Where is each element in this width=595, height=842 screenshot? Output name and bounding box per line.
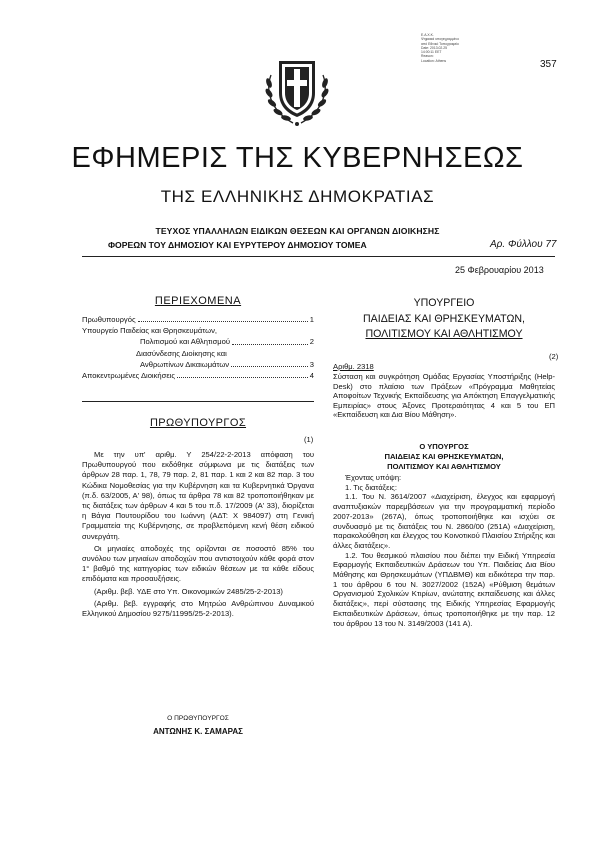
toc-row[interactable] bbox=[82, 359, 314, 370]
header-divider bbox=[82, 256, 555, 257]
ministry-item-number: (2) bbox=[549, 352, 559, 361]
pm-paragraph: Με την υπ' αριθμ. Υ 254/22-2-2013 απόφαση του Πρωθυπουργού που εκδόθηκε σύμφωνα με τις διατάξεις των άρθρων 28 παρ. 1, 78, 79 παρ. 2, 81 παρ. 1 και 2 και 82 παρ. 3 του Κώδικα Νομοθεσίας για την Κυβέρνηση και τα Κυβερνητικά Όργανα (π.δ. 63/2005, Α' 98), όπως τα άρθρα 78 και 82 τροποποιήθηκαν με τις διατάξεις των άρθρων 4 και 5 του π.δ. 17/2009 (Α' 33), διορίζεται η Βάγια Πουτουρίδου του Ιωάννη (ΑΔΤ: Χ 984097) στη Γενική Γραμματεία της Κυβέρνησης, σε προβλεπόμενη κενή θέση ειδικού συνεργάτη. bbox=[82, 450, 314, 541]
stamp-line: Reason: bbox=[421, 54, 434, 59]
gazette-subtitle: ΤΗΣ ΕΛΛΗΝΙΚΗΣ ΔΗΜΟΚΡΑΤΙΑΣ bbox=[160, 187, 435, 206]
stamp-line: Date: 2013.02.25 bbox=[421, 45, 448, 50]
toc-label: Διασύνδεσης Διοίκησης και bbox=[136, 348, 227, 358]
toc-label: Ανθρωπίνων Δικαιωμάτων bbox=[140, 359, 230, 369]
issue-line-2: ΦΟΡΕΩΝ ΤΟΥ ΔΗΜΟΣΙΟΥ ΚΑΙ ΕΥΡΥΤΕΡΟΥ ΔΗΜΟΣΙΟΥ ΤΟΜΕΑ bbox=[108, 240, 367, 250]
coat-of-arms-icon bbox=[257, 51, 337, 136]
pm-paragraph: (Αριθμ. βεβ. εγγραφής στο Μητρώο Ανθρώπινου Δυναμικού Ελληνικού Δημοσίου 9275/11995/25-2-2013). bbox=[82, 598, 314, 619]
stamp-line: Ψηφιακά υπογεγραμμένο bbox=[421, 37, 460, 42]
page-number: 357 bbox=[540, 59, 557, 70]
provision-paragraph: 1.2. Του θεσμικού πλαισίου που διέπει την Ειδική Υπηρεσία Εφαρμογής Εκπαιδευτικών Δράσεων του Υπ. Παιδείας Δια Βίου Μάθησης και Θρησκευμάτων (ΥΠΔΒΜΘ) και ειδικότερα την παρ. 1 του άρθρου 6 του Ν. 3027/2002 (152Α) «Ρύθμιση θεμάτων Οργανισμού Σχολικών Κτιρίων, ανώτατης εκπαίδευσης και άλλες διατάξεις», περί σύστασης της Ειδικής Υπηρεσίας Εφαρμογής Εκπαιδευτικών Δράσεων, όπως τροποποιήθηκε με την παρ. 12 του άρθρου 13 του Ν. 3149/2003 (141 Α). bbox=[333, 550, 555, 628]
toc-page: 4 bbox=[309, 371, 314, 381]
toc-leader bbox=[138, 314, 308, 322]
minister-title-line: ΠΟΛΙΤΙΣΜΟΥ ΚΑΙ ΑΘΛΗΤΙΣΜΟΥ bbox=[387, 461, 501, 471]
toc-leader bbox=[231, 359, 308, 367]
toc-label: Πολιτισμού και Αθλητισμού bbox=[140, 337, 231, 347]
stamp-line: Location: Athens bbox=[421, 58, 447, 63]
toc-row[interactable] bbox=[82, 370, 314, 381]
provisions-label: 1. Τις διατάξεις: bbox=[345, 482, 397, 492]
pm-signature-role: Ο ΠΡΩΘΥΠΟΥΡΓΟΣ bbox=[167, 715, 229, 722]
stamp-line: από Εθνικό Τυπογραφείο bbox=[421, 41, 459, 46]
gazette-title: ΕΦΗΜΕΡΙΣ ΤΗΣ ΚΥΒΕΡΝΗΣΕΩΣ bbox=[71, 142, 524, 174]
pm-signature-name: ΑΝΤΩΝΗΣ Κ. ΣΑΜΑΡΑΣ bbox=[153, 727, 243, 736]
pm-paragraph: Οι μηνιαίες αποδοχές της ορίζονται σε ποσοστό 85% του συνόλου των μηνιαίων αποδοχών που αντιστοιχούν κάθε φορά στον 1° βαθμό της κατηγορίας των ειδικών θέσεων με τα κάθε είδους επιδόματα και προσαυξήσεις. bbox=[82, 543, 314, 584]
ministry-heading-line: ΥΠΟΥΡΓΕΙΟ bbox=[413, 297, 475, 309]
toc-divider bbox=[82, 401, 314, 402]
minister-title bbox=[333, 442, 555, 471]
toc-leader bbox=[232, 336, 308, 344]
decision-subject: Σύσταση και συγκρότηση Ομάδας Εργασίας Υποστήριξης (Help-Desk) στο πλαίσιο των Πράξεων «Πρόγραμμα Μαθητείας Αποφοίτων Τεχνικής Εκπαίδευσης για Απόκτηση Επαγγελματικής Εμπειρίας» στους Άξονες Προτεραιότητας 4 και 5 του ΕΠ «Εκπαίδευση και Δια Βίου Μάθηση». bbox=[333, 372, 555, 419]
toc-label: Αποκεντρωμένες Διοικήσεις bbox=[82, 371, 176, 381]
ministry-heading-line: ΠΟΛΙΤΙΣΜΟΥ ΚΑΙ ΑΘΛΗΤΙΣΜΟΥ bbox=[365, 328, 523, 340]
toc-row[interactable] bbox=[82, 336, 314, 347]
toc-row[interactable] bbox=[82, 314, 314, 325]
toc-heading: ΠΕΡΙΕΧΟΜΕΝΑ bbox=[154, 295, 242, 307]
issue-line-1: ΤΕΥΧΟΣ ΥΠΑΛΛΗΛΩΝ ΕΙΔΙΚΩΝ ΘΕΣΕΩΝ ΚΑΙ ΟΡΓΑΝΩΝ ΔΙΟΙΚΗΣΗΣ bbox=[155, 226, 440, 236]
sheet-number: Αρ. Φύλλου 77 bbox=[490, 239, 557, 250]
having-in-mind: Έχοντας υπόψη: bbox=[345, 473, 402, 482]
toc-leader bbox=[177, 370, 308, 378]
digital-signature-stamp bbox=[421, 33, 467, 63]
toc-label: Υπουργείο Παιδείας και Θρησκευμάτων, bbox=[82, 326, 217, 336]
ministry-section-body bbox=[333, 473, 555, 628]
ministry-heading-line: ΠΑΙΔΕΙΑΣ ΚΑΙ ΘΡΗΣΚΕΥΜΑΤΩΝ, bbox=[363, 312, 525, 325]
provision-paragraph: 1.1. Του Ν. 3614/2007 «Διαχείριση, έλεγχος και εφαρμογή αναπτυξιακών παρεμβάσεων για την προγραμματική περίοδο 2007-2013» (267Α), όπως τροποποιήθηκε και ισχύει σε συνδυασμό με τις διατάξεις του Ν. 2860/00 (251Α) «Διαχείριση, παρακολούθηση και έλεγχος του Κοινοτικού Πλαισίου Στήριξης και άλλες διατάξεις». bbox=[333, 492, 555, 550]
toc-row[interactable] bbox=[82, 348, 314, 359]
stamp-line: 14:00:11 EET bbox=[421, 50, 442, 55]
ministry-heading bbox=[333, 296, 555, 343]
toc-page: 3 bbox=[309, 359, 314, 369]
pm-item-number: (1) bbox=[304, 435, 314, 444]
minister-title-line: ΠΑΙΔΕΙΑΣ ΚΑΙ ΘΡΗΣΚΕΥΜΑΤΩΝ, bbox=[384, 451, 504, 461]
stamp-line: Ε.Α.Χ.Κ. bbox=[421, 33, 434, 37]
toc-label: Πρωθυπουργός bbox=[82, 315, 136, 324]
toc-row[interactable] bbox=[82, 325, 314, 336]
pm-paragraph: (Αριθμ. βεβ. ΥΔΕ στο Υπ. Οικονομικών 2485/25-2-2013) bbox=[94, 586, 283, 596]
minister-title-line: Ο ΥΠΟΥΡΓΟΣ bbox=[419, 442, 469, 451]
pm-section-body bbox=[82, 450, 314, 619]
decision-number: Αριθμ. 2318 bbox=[333, 362, 374, 371]
publication-date: 25 Φεβρουαρίου 2013 bbox=[455, 265, 544, 275]
pm-section-heading: ΠΡΩΘΥΠΟΥΡΓΟΣ bbox=[149, 417, 247, 429]
toc-page: 2 bbox=[309, 337, 314, 347]
toc-page: 1 bbox=[309, 315, 314, 324]
table-of-contents bbox=[82, 314, 314, 381]
